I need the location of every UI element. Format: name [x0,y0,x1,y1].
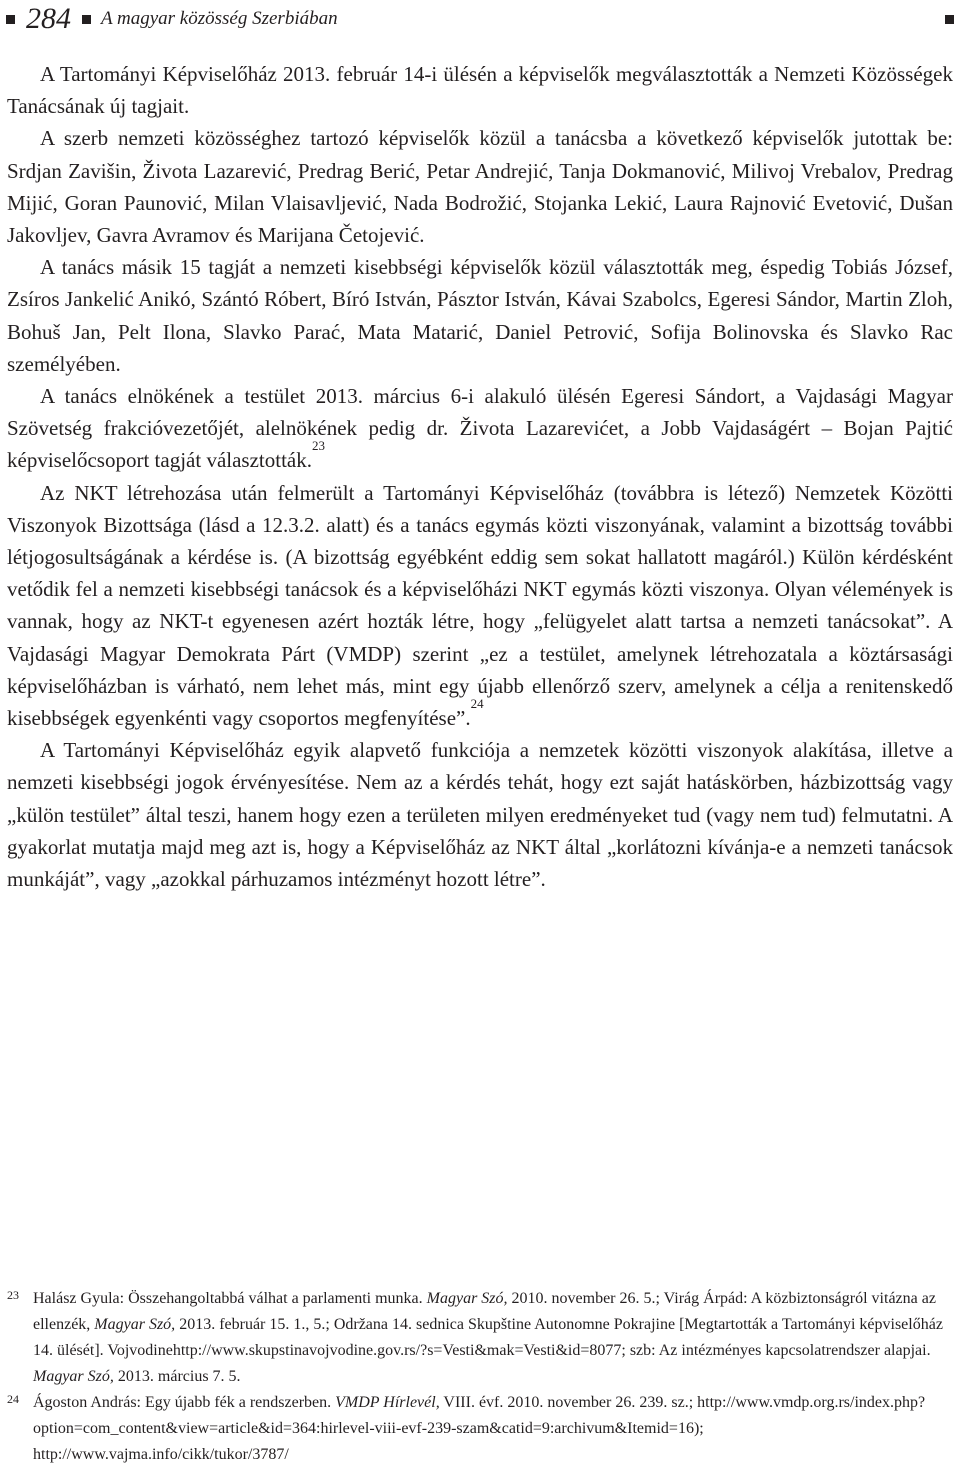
footnotes [7,1286,953,1468]
footnote [7,1390,953,1468]
footnote-number: 24 [7,1392,19,1406]
running-header [6,0,954,38]
footnote-reference[interactable]: 23 [312,438,325,454]
footnote-reference[interactable]: 24 [470,696,484,712]
running-title: A magyar közösség Szerbiában [101,8,338,29]
footnote-text: Halász Gyula: Összehangoltabbá válhat a parlamenti munka. Magyar Szó, 2010. november 26. 5.; Virág Árpád: A közbiztonságról vitázna az ellenzék, Magyar Szó, 2013. február 15. 1., 5.; Održana 14. sednica Skupštine Autonomne Pokrajine [Megtartották a Tartományi képviselőház 14. ülését]. Vojvodinehttp://www.skupstinavojvodine.gov.rs/?s=Vesti&mak=Vesti&id=8077; szb: Az intézményes kapcsolatrendszer alapjai. Magyar Szó, 2013. március 7. 5. [33,1290,943,1385]
square-bullet-icon [82,15,91,24]
paragraph: A tanács másik 15 tagját a nemzeti kisebbségi képviselők közül választották meg, éspedig Tobiás József, Zsíros Jankelić Anikó, Szántó Róbert, Bíró István, Pásztor István, Kávai Szabolcs, Egeresi Sándor, Martin Zloh, Bohuš Jan, Pelt Ilona, Slavko Parać, Mata Matarić, Daniel Petrović, Sofija Bolinovska és Slavko Rac személyében. [7,255,953,376]
footnote-number: 23 [7,1288,19,1302]
body-text [7,58,953,895]
footnote [7,1286,953,1390]
paragraph: A Tartományi Képviselőház egyik alapvető funkciója a nemzetek közötti viszonyok alakítása, illetve a nemzeti kisebbségi jogok érvényesítése. Nem az a kérdés tehát, hogy ezt saját hatáskörben, házbizottság vagy „külön testület” által teszi, hanem hogy ezen a területen milyen eredményeket tud (vagy nem tud) felmutatni. A gyakorlat mutatja majd meg azt is, hogy a Képviselőház az NKT által „korlátozni kívánja-e a nemzeti tanácsok munkáját”, vagy „azokkal párhuzamos intézményt hozott létre”. [7,738,953,892]
paragraph: A szerb nemzeti közösséghez tartozó képviselők közül a tanácsba a következő képviselők jutottak be: Srdjan Zavišin, Života Lazarević, Predrag Berić, Petar Andrejić, Tanja Dokmanović, Milivoj Vrebalov, Predrag Mijić, Goran Paunović, Milan Vlaisavljević, Nada Bodrožić, Stojanka Lekić, Laura Rajnović Evetović, Dušan Jakovljev, Gavra Avramov és Marijana Četojević. [7,126,953,248]
paragraph: A Tartományi Képviselőház 2013. február 14-i ülésén a képviselők megválasztották a Nemzeti Közösségek Tanácsának új tagjait. [7,62,953,119]
square-bullet-icon [945,15,954,24]
square-bullet-icon [6,15,15,24]
paragraph: Az NKT létrehozása után felmerült a Tartományi Képviselőház (továbbra is létező) Nemzetek Közötti Viszonyok Bizottsága (lásd a 12.3.2. alatt) és a tanács egymás közti viszonyának, valamint a bizottság további létjogosultságának a kérdése is. (A bizottság egyébként eddig sem sokat hallatott magáról.) Külön kérdésként vetődik fel a nemzeti kisebbségi tanácsok és a képviselőházi NKT egymás közti viszonya. Olyan vélemények is vannak, hogy az NKT-t egyenesen azért hozták létre, hogy „felügyelet alatt tartsa a nemzeti tanácsokat”. A Vajdasági Magyar Demokrata Párt (VMDP) szerint „ez a testület, amelynek létrehozatala a köztársasági képviselőházban is várható, nem lehet más, mint egy újabb ellenőrző szerv, amelynek a célja a renitenskedő kisebbségek egyenkénti vagy csoportos megfenyítése”.$^{24}$ [7,480,953,731]
paragraph: A tanács elnökének a testület 2013. március 6-i alakuló ülésén Egeresi Sándort, a Vajdasági Magyar Szövetség frakcióvezetőjét, alelnökének pedig dr. Života Lazarevićet, a Jobb Vajdaságért – Bojan Pajtić képviselőcsoport tagját választották.$^{23}$ [7,384,953,473]
footnote-text: Ágoston András: Egy újabb fék a rendszerben. VMDP Hírlevél, VIII. évf. 2010. november 26. 239. sz.; http://www.vmdp.org.rs/index.php?option=com_content&view=article&id=364:hirlevel-viii-evf-239-szam&catid=9:archivum&Itemid=16); http://www.vajma.info/cikk/tukor/3787/ [33,1394,926,1463]
page-number: 284 [26,2,71,35]
